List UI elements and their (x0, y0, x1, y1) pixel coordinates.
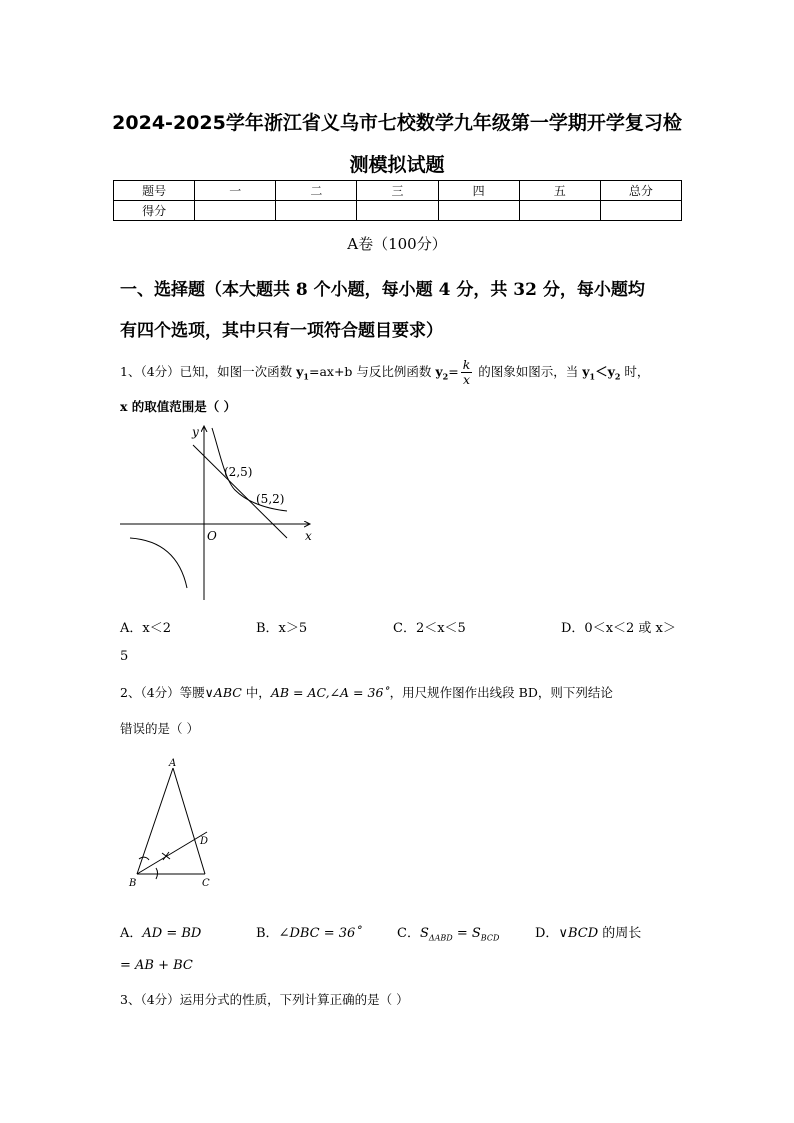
q1-option-d-wrap: 5 (120, 649, 129, 664)
q2-option-a-label: A． (120, 926, 143, 941)
point-d-label: D (200, 836, 209, 847)
q2-option-d-wrap: = AB + BC (120, 958, 193, 973)
q2-mid: 中， (241, 685, 271, 700)
q2-option-c-sub2: BCD (480, 933, 500, 943)
score-input-cell (519, 201, 600, 221)
bisector-bd (137, 832, 207, 874)
score-cell: 二 (276, 181, 357, 201)
q2-suffix: ，用尺规作图作出线段 BD，则下列结论 (389, 685, 613, 700)
q2-condition: AB = AC,∠A = 36˚ (270, 685, 390, 700)
q1-sub1: 1 (303, 371, 309, 382)
score-input-cell (276, 201, 357, 221)
q1-option-d: D．0＜x＜2 或 x＞ (561, 621, 676, 636)
side-ab (137, 768, 173, 874)
score-input-cell (600, 201, 681, 221)
q2-option-d-label: D． (535, 926, 559, 941)
q2-option-a (120, 922, 201, 941)
score-input-cell (195, 201, 276, 221)
q1-option-b: B．x＞5 (256, 621, 308, 636)
q1-option-a: A．x＜2 (120, 621, 171, 636)
score-cell: 得分 (114, 201, 195, 221)
q1-after-frac: 的图象如图示，当 (474, 364, 583, 379)
arc-mark-1 (139, 857, 149, 860)
question-3: 3、（4分）运用分式的性质，下列计算正确的是（ ） (120, 992, 409, 1007)
score-table-header-row (114, 181, 682, 201)
graph-point-1-label: (2,5) (224, 465, 253, 479)
side-ac (173, 768, 205, 874)
q1-y2: y (435, 364, 443, 379)
section1-heading-line1: 一、选择题（本大题共 8 个小题，每小题 4 分，共 32 分，每小题均 (120, 280, 645, 300)
q1-sub2: 2 (442, 371, 449, 382)
title-line-2: 测模拟试题 (349, 154, 445, 176)
question-1-line1: 1、（4分）已知，如图一次函数 $y_1=ax+b$ 与反比例函数 $y_2=$ $\frac{k}{x}$ 的图象如图示，当 $y_1<y_2$ 时， (120, 357, 650, 387)
q2-option-c-eq: = S (452, 926, 481, 941)
q2-triangle-figure (125, 756, 225, 891)
q1-eq2: = (448, 364, 459, 379)
score-cell: 四 (438, 181, 519, 201)
graph-point-2-label: (5,2) (256, 492, 285, 506)
q2-option-b-label: B． (256, 926, 279, 941)
q2-option-d-suffix: 的周长 (598, 926, 642, 941)
vertex-a-label: A (169, 758, 177, 769)
vertex-c-label: C (202, 878, 210, 889)
score-table (113, 180, 682, 221)
q1-eq1: =ax+b 与反比例函数 (308, 364, 436, 379)
q2-option-c-sub1: ΔABD (428, 933, 453, 943)
score-cell: 五 (519, 181, 600, 201)
score-input-cell (438, 201, 519, 221)
graph-origin-label: O (207, 529, 217, 543)
score-table-score-row (114, 201, 682, 221)
vertex-b-label: B (129, 878, 137, 889)
q1-prefix: 1、（4分）已知，如图一次函数 (120, 364, 297, 379)
q1-y1: y (296, 364, 304, 379)
score-cell: 题号 (114, 181, 195, 201)
cross-mark-2 (163, 852, 169, 860)
q2-option-b (256, 922, 362, 941)
hyperbola-branch-2 (130, 538, 187, 588)
q1-fraction (461, 358, 473, 387)
question-1-line2: x 的取值范围是（ ） (120, 399, 237, 414)
q1-cond: ＜y (595, 364, 615, 379)
q2-triangle: ∨ABC (204, 685, 242, 700)
q2-option-a-text: AD = BD (142, 926, 202, 941)
q1-frac-den: x (462, 372, 471, 387)
q2-prefix: 2、（4分）等腰 (120, 685, 205, 700)
score-cell: 三 (357, 181, 438, 201)
q2-option-c (397, 922, 499, 943)
question-2-line1 (120, 683, 680, 701)
q1-cond-end: 时， (620, 364, 650, 379)
q2-option-c-s: S (419, 926, 429, 941)
graph-y-label: y (192, 425, 199, 439)
q1-option-c: C．2＜x＜5 (393, 621, 466, 636)
section1-heading-line2: 有四个选项，其中只有一项符合题目要求） (120, 321, 443, 341)
q1-frac-num: k (462, 357, 471, 372)
question-2-line2: 错误的是（ ） (120, 721, 199, 736)
q1-function-graph (115, 420, 325, 605)
q2-option-d-text: ∨BCD (558, 926, 599, 941)
score-cell: 一 (195, 181, 276, 201)
score-cell: 总分 (600, 181, 681, 201)
q2-option-d (535, 922, 641, 941)
section-heading-a: A卷（100分） (347, 235, 447, 253)
q2-option-c-label: C． (397, 926, 420, 941)
score-input-cell (357, 201, 438, 221)
q2-option-b-text: ∠DBC = 36˚ (278, 926, 362, 941)
graph-x-label: x (305, 529, 312, 543)
title-line-1: 2024-2025学年浙江省义乌市七校数学九年级第一学期开学复习检 (112, 112, 682, 134)
